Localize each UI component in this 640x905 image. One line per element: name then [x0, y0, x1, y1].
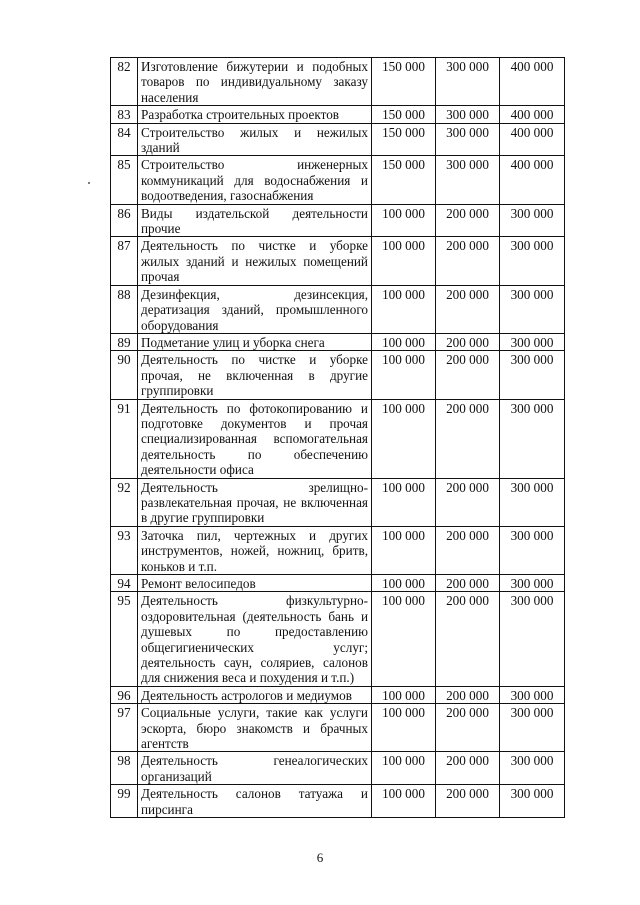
amount-col-2: 300 000 [436, 123, 500, 156]
amount-col-1: 100 000 [372, 704, 436, 752]
amount-col-3: 300 000 [500, 204, 565, 237]
amount-col-3: 300 000 [500, 351, 565, 399]
table-row [111, 123, 565, 156]
table-row [111, 285, 565, 333]
table-row [111, 686, 565, 703]
amount-col-2: 200 000 [436, 752, 500, 785]
amount-col-2: 200 000 [436, 399, 500, 478]
amount-col-1: 100 000 [372, 526, 436, 574]
table-row [111, 478, 565, 526]
amount-col-2: 200 000 [436, 478, 500, 526]
amount-col-2: 200 000 [436, 704, 500, 752]
amount-col-3: 400 000 [500, 156, 565, 204]
amount-col-2: 300 000 [436, 106, 500, 123]
row-number: 99 [111, 785, 138, 818]
amount-col-2: 200 000 [436, 351, 500, 399]
activity-name: Деятельность по фотокопированию и подготовке документов и прочая специализированная вспомогательная деятельность по обеспечению деятельности офиса [138, 399, 372, 478]
amount-col-1: 100 000 [372, 785, 436, 818]
rates-table [110, 57, 565, 818]
activity-name: Социальные услуги, такие как услуги эскорта, бюро знакомств и брачных агентств [138, 704, 372, 752]
activity-name: Деятельность салонов татуажа и пирсинга [138, 785, 372, 818]
row-number: 85 [111, 156, 138, 204]
activity-name: Виды издательской деятельности прочие [138, 204, 372, 237]
row-number: 93 [111, 526, 138, 574]
amount-col-2: 200 000 [436, 785, 500, 818]
amount-col-3: 400 000 [500, 123, 565, 156]
amount-col-3: 300 000 [500, 526, 565, 574]
table-row [111, 333, 565, 350]
amount-col-1: 100 000 [372, 752, 436, 785]
table-row [111, 785, 565, 818]
scan-speck [88, 182, 90, 184]
table-row [111, 237, 565, 285]
table-row [111, 575, 565, 592]
activity-name: Изготовление бижутерии и подобных товаров по индивидуальному заказу населения [138, 58, 372, 106]
table-row [111, 399, 565, 478]
row-number: 96 [111, 686, 138, 703]
amount-col-1: 150 000 [372, 156, 436, 204]
activity-name: Дезинфекция, дезинсекция, дератизация зданий, промышленного оборудования [138, 285, 372, 333]
activity-name: Заточка пил, чертежных и других инструментов, ножей, ножниц, бритв, коньков и т.п. [138, 526, 372, 574]
row-number: 86 [111, 204, 138, 237]
table-row [111, 752, 565, 785]
activity-name: Строительство жилых и нежилых зданий [138, 123, 372, 156]
table-row [111, 526, 565, 574]
amount-col-2: 300 000 [436, 58, 500, 106]
activity-name: Деятельность физкультурно-оздоровительная (деятельность бань и душевых по предоставлению общегигиенических услуг; деятельность саун, соляриев, салонов для снижения веса и похудения и т.п.) [138, 592, 372, 686]
amount-col-2: 200 000 [436, 333, 500, 350]
table-row [111, 156, 565, 204]
amount-col-2: 200 000 [436, 575, 500, 592]
amount-col-1: 100 000 [372, 351, 436, 399]
row-number: 83 [111, 106, 138, 123]
row-number: 88 [111, 285, 138, 333]
activity-name: Деятельность зрелищно-развлекательная прочая, не включенная в другие группировки [138, 478, 372, 526]
amount-col-3: 300 000 [500, 785, 565, 818]
amount-col-1: 100 000 [372, 575, 436, 592]
amount-col-1: 100 000 [372, 686, 436, 703]
amount-col-2: 200 000 [436, 592, 500, 686]
amount-col-1: 100 000 [372, 204, 436, 237]
amount-col-2: 300 000 [436, 156, 500, 204]
row-number: 90 [111, 351, 138, 399]
amount-col-2: 200 000 [436, 285, 500, 333]
table-row [111, 592, 565, 686]
row-number: 82 [111, 58, 138, 106]
row-number: 97 [111, 704, 138, 752]
table-row [111, 351, 565, 399]
amount-col-1: 100 000 [372, 285, 436, 333]
amount-col-3: 300 000 [500, 575, 565, 592]
row-number: 89 [111, 333, 138, 350]
table-row [111, 106, 565, 123]
activity-name: Строительство инженерных коммуникаций для водоснабжения и водоотведения, газоснабжения [138, 156, 372, 204]
amount-col-3: 300 000 [500, 686, 565, 703]
amount-col-1: 100 000 [372, 592, 436, 686]
amount-col-3: 300 000 [500, 237, 565, 285]
activity-name: Разработка строительных проектов [138, 106, 372, 123]
amount-col-1: 100 000 [372, 333, 436, 350]
page-number: 6 [316, 850, 324, 865]
rates-table-body [111, 58, 565, 818]
row-number: 91 [111, 399, 138, 478]
table-row [111, 204, 565, 237]
amount-col-3: 400 000 [500, 58, 565, 106]
row-number: 94 [111, 575, 138, 592]
amount-col-2: 200 000 [436, 237, 500, 285]
amount-col-2: 200 000 [436, 526, 500, 574]
amount-col-3: 300 000 [500, 478, 565, 526]
amount-col-1: 100 000 [372, 478, 436, 526]
amount-col-1: 150 000 [372, 106, 436, 123]
amount-col-2: 200 000 [436, 204, 500, 237]
amount-col-1: 150 000 [372, 58, 436, 106]
row-number: 92 [111, 478, 138, 526]
amount-col-1: 100 000 [372, 237, 436, 285]
amount-col-3: 300 000 [500, 399, 565, 478]
row-number: 84 [111, 123, 138, 156]
amount-col-3: 300 000 [500, 592, 565, 686]
table-row [111, 704, 565, 752]
amount-col-3: 300 000 [500, 333, 565, 350]
amount-col-3: 300 000 [500, 285, 565, 333]
amount-col-1: 150 000 [372, 123, 436, 156]
row-number: 87 [111, 237, 138, 285]
activity-name: Деятельность по чистке и уборке жилых зданий и нежилых помещений прочая [138, 237, 372, 285]
row-number: 95 [111, 592, 138, 686]
table-row [111, 58, 565, 106]
row-number: 98 [111, 752, 138, 785]
activity-name: Деятельность астрологов и медиумов [138, 686, 372, 703]
amount-col-3: 400 000 [500, 106, 565, 123]
amount-col-2: 200 000 [436, 686, 500, 703]
activity-name: Подметание улиц и уборка снега [138, 333, 372, 350]
activity-name: Деятельность по чистке и уборке прочая, не включенная в другие группировки [138, 351, 372, 399]
amount-col-3: 300 000 [500, 704, 565, 752]
amount-col-3: 300 000 [500, 752, 565, 785]
activity-name: Ремонт велосипедов [138, 575, 372, 592]
amount-col-1: 100 000 [372, 399, 436, 478]
activity-name: Деятельность генеалогических организаций [138, 752, 372, 785]
